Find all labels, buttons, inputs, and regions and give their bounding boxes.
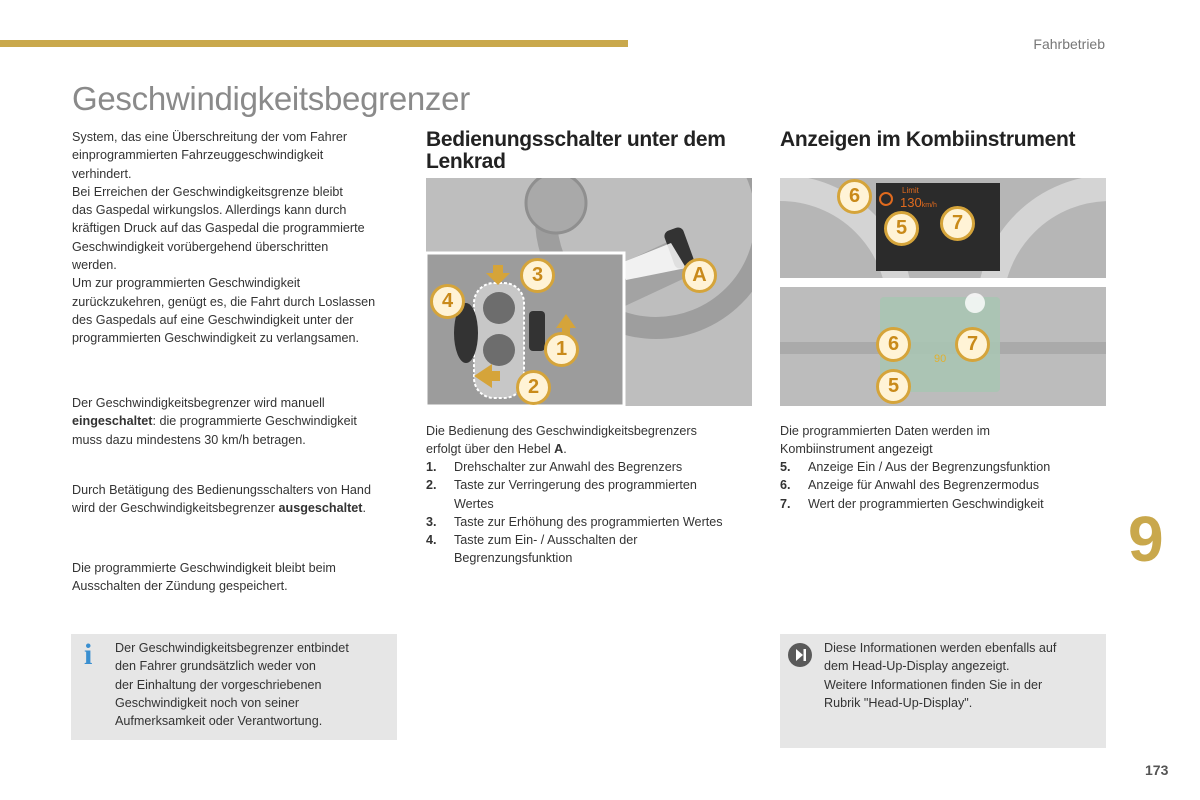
limit-label: Limit bbox=[902, 186, 919, 195]
head-up-display-figure bbox=[780, 287, 1106, 406]
info-box bbox=[71, 634, 397, 740]
callout-label-3: 3 bbox=[520, 258, 555, 293]
callout-label-5: 5 bbox=[884, 211, 919, 246]
callout-label-6-hud: 6 bbox=[876, 327, 911, 362]
callout-label-7: 7 bbox=[940, 206, 975, 241]
list-item: 3. Taste zur Erhöhung des programmierten Wertes bbox=[426, 514, 723, 529]
callout-label-a: A bbox=[682, 258, 717, 293]
hud-illustration bbox=[780, 287, 1106, 406]
callout-label-7-hud: 7 bbox=[955, 327, 990, 362]
skip-arrow-icon bbox=[788, 643, 812, 667]
callout-label-1: 1 bbox=[544, 332, 579, 367]
list-item: 5. Anzeige Ein / Aus der Begrenzungsfunktion bbox=[780, 460, 1051, 474]
hud-info-text: Diese Informationen werden ebenfalls auf dem Head-Up-Display angezeigt. Weitere Informationen finden Sie in der Rubrik "Head-Up-Display". bbox=[824, 641, 1057, 710]
callout-label-4: 4 bbox=[430, 284, 465, 319]
list-item: 6. Anzeige für Anwahl des Begrenzermodus bbox=[780, 478, 1040, 493]
info-icon: i bbox=[84, 638, 93, 671]
list-item: 2. Taste zur Verringerung des programmierten Wertes bbox=[426, 478, 697, 511]
controls-description: Die Bedienung des Geschwindigkeitsbegrenzers erfolgt über den Hebel A. bbox=[426, 424, 697, 457]
section-title: Fahrbetrieb bbox=[1033, 36, 1105, 52]
list-item: 7. Wert der programmierten Geschwindigkeit bbox=[780, 496, 1044, 511]
callout-label-6: 6 bbox=[837, 179, 872, 214]
switch-off-paragraph: Durch Betätigung des Bedienungsschalters von Hand wird der Geschwindigkeitsbegrenzer ausgeschaltet. bbox=[72, 483, 371, 516]
memory-paragraph: Die programmierte Geschwindigkeit bleibt beim Ausschalten der Zündung gespeichert. bbox=[72, 561, 336, 594]
callout-label-2: 2 bbox=[516, 370, 551, 405]
page-title: Geschwindigkeitsbegrenzer bbox=[72, 80, 470, 117]
display-list bbox=[780, 458, 1110, 513]
controls-list bbox=[426, 458, 756, 568]
steering-controls-figure bbox=[426, 178, 752, 406]
display-description: Die programmierten Daten werden im Kombiinstrument angezeigt bbox=[780, 424, 990, 457]
display-heading: Anzeigen im Kombiinstrument bbox=[780, 128, 1076, 151]
callout-label-5-hud: 5 bbox=[876, 369, 911, 404]
hud-info-box bbox=[780, 634, 1106, 748]
instrument-cluster-figure bbox=[780, 178, 1106, 278]
list-item: 4. Taste zum Ein- / Ausschalten der Begrenzungsfunktion bbox=[426, 533, 638, 566]
switch-on-paragraph: Der Geschwindigkeitsbegrenzer wird manuell eingeschaltet: die programmierte Geschwindigkeit muss dazu mindestens 30 km/h betragen. bbox=[72, 396, 357, 447]
list-item: 1. Drehschalter zur Anwahl des Begrenzers bbox=[426, 460, 683, 474]
controls-heading: Bedienungsschalter unter dem Lenkrad bbox=[426, 128, 726, 173]
header-accent-bar bbox=[0, 40, 628, 47]
info-text: Der Geschwindigkeitsbegrenzer entbindet den Fahrer grundsätzlich weder von der Einhaltung der vorgeschriebenen Geschwindigkeit noch von seiner Aufmerksamkeit oder Verantwortung. bbox=[115, 641, 349, 729]
intro-paragraph: System, das eine Überschreitung der vom Fahrer einprogrammierten Fahrzeuggeschwindigkeit verhindert. Bei Erreichen der Geschwindigkeitsgrenze bleibt das Gaspedal wirkungslos. Allerdings kann durch kräftigen Druck auf das Gaspedal die programmierte Geschwindigkeit vorübergehend überschritten werden. Um zur programmierten Geschwindigkeit zurückzukehren, genügt es, die Fahrt durch Loslassen des Gaspedals auf eine Geschwindigkeit unter der programmierten Geschwindigkeit zu verlangsamen. bbox=[72, 130, 376, 346]
hud-value: 90 bbox=[934, 353, 947, 365]
limit-value: 130km/h bbox=[900, 195, 937, 210]
page-number: 173 bbox=[1145, 762, 1169, 778]
chapter-number: 9 bbox=[1128, 503, 1164, 575]
